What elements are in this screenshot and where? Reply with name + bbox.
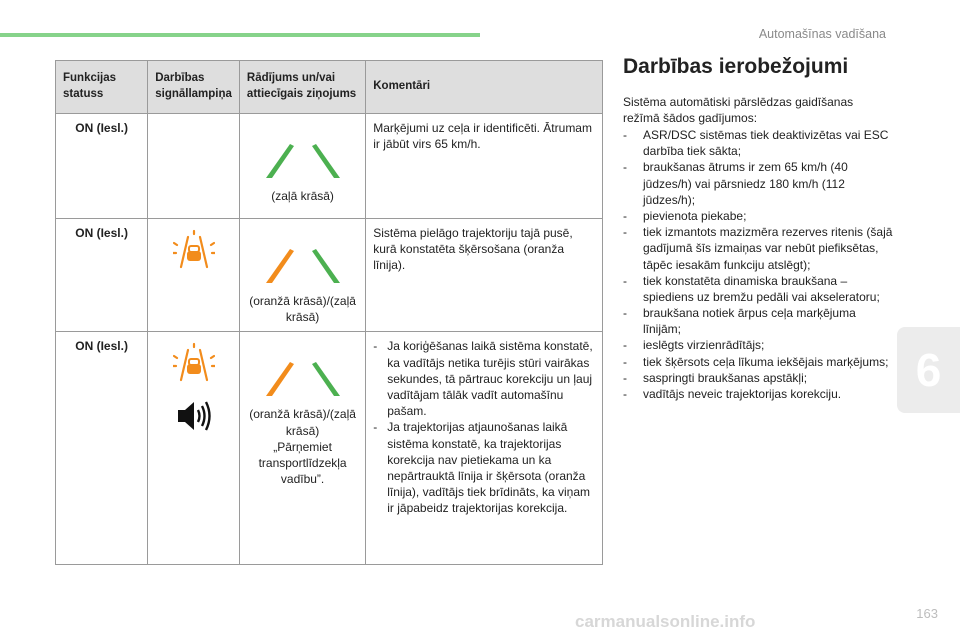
lane-lines-orange-green-icon [247,239,358,285]
row-display-cell [239,114,365,219]
list-item: - Ja koriģēšanas laikā sistēma konstatē, ka vadītājs netika turējis stūri vairākas sekundes, tā pārtrauc korekciju un ļauj vadītājam tālāk vadīt automašīnu pašam. [373,339,593,419]
table-header-row [56,61,603,114]
table-row [56,332,603,565]
lane-lines-green-icon [247,134,358,180]
speaker-icon [176,399,212,437]
list-item: - saspringti braukšanas apstākļi; [623,370,808,385]
chapter-header-title: Automašīnas vadīšana [758,27,886,41]
display-color-label: (zaļā krāsā) [271,189,334,203]
table-row [56,219,603,332]
row-status: ON (Iesl.) [56,219,148,332]
table-row [56,114,603,219]
chapter-number-tab: 6 [897,327,960,413]
header-comment: Komentāri [366,61,603,114]
header-accent-bar [0,33,480,37]
row-lamp-cell [148,332,240,565]
limits-list [623,127,895,402]
list-item: - Ja trajektorijas atjaunošanas laikā sistēma konstatē, ka trajektorijas korekcija nav pietiekama un ka nepārtrauktā līnija ir šķērsota (oranža līnija), vadītājs tiek brīdināts, ka viņam ir jāpabeidz trajektorijas korekcija. [373,420,591,516]
list-item: - ASR/DSC sistēmas tiek deaktivizētas vai ESC darbība tiek sākta; [623,128,889,159]
row-display-cell [239,332,365,565]
row-status: ON (Iesl.) [56,114,148,219]
header-display: Rādījums un/vai attiecīgais ziņojums [239,61,365,114]
list-item: - pievienota piekabe; [623,208,747,223]
section-title: Darbības ierobežojumi [623,55,849,78]
row-status: ON (Iesl.) [56,332,148,565]
list-item: - tiek konstatēta dinamiska braukšana – spiediens uz bremžu pedāli vai akseleratoru; [623,273,880,304]
list-item: - tiek izmantots mazizmēra rezerves ritenis (šajā gadījumā šīs izmaiņas var nebūt piefiksētas, tāpēc iesakām funkciju atslēgt); [623,225,893,272]
list-item: - tiek šķērsots ceļa līkuma iekšējais marķējums; [623,354,889,369]
lane-assist-warning-icon [173,342,215,388]
page-number: 163 [916,606,938,621]
row-display-cell [239,219,365,332]
list-item: - ieslēgts virzienrādītājs; [623,338,765,353]
list-item: - braukšana notiek ārpus ceļa marķējuma līnijām; [623,306,856,337]
display-color-label: (oranžā krāsā)/(zaļā krāsā) [249,407,356,438]
section-intro: Sistēma automātiski pārslēdzas gaidīšanas režīmā šādos gadījumos: [623,95,854,125]
row-lamp-cell [148,114,240,219]
header-status: Funkcijas statuss [56,61,148,114]
row-comment: Marķējumi uz ceļa ir identificēti. Ātrumam ir jābūt virs 65 km/h. [366,114,603,219]
list-item: - vadītājs neveic trajektorijas korekciju. [623,387,842,401]
display-color-label: (oranžā krāsā)/(zaļā krāsā) [249,294,356,325]
row-lamp-cell [148,219,240,332]
header-lamp: Darbības signāllampiņa [148,61,240,114]
watermark: carmanualsonline.info [575,612,756,631]
display-message: „Pārņemiet transportlīdzekļa vadību”. [258,439,347,487]
list-item: - braukšanas ātrums ir zem 65 km/h (40 jūdzes/h) vai pārsniedz 180 km/h (112 jūdzes/h); [623,160,848,207]
lane-lines-orange-green-icon [247,352,358,398]
row-comment-cell [366,332,603,565]
lane-assist-warning-icon [173,229,215,275]
lane-assist-status-table [55,60,603,565]
row-comment: Sistēma pielāgo trajektoriju tajā pusē, kurā konstatēta šķērsošana (oranža līnija). [366,219,603,332]
